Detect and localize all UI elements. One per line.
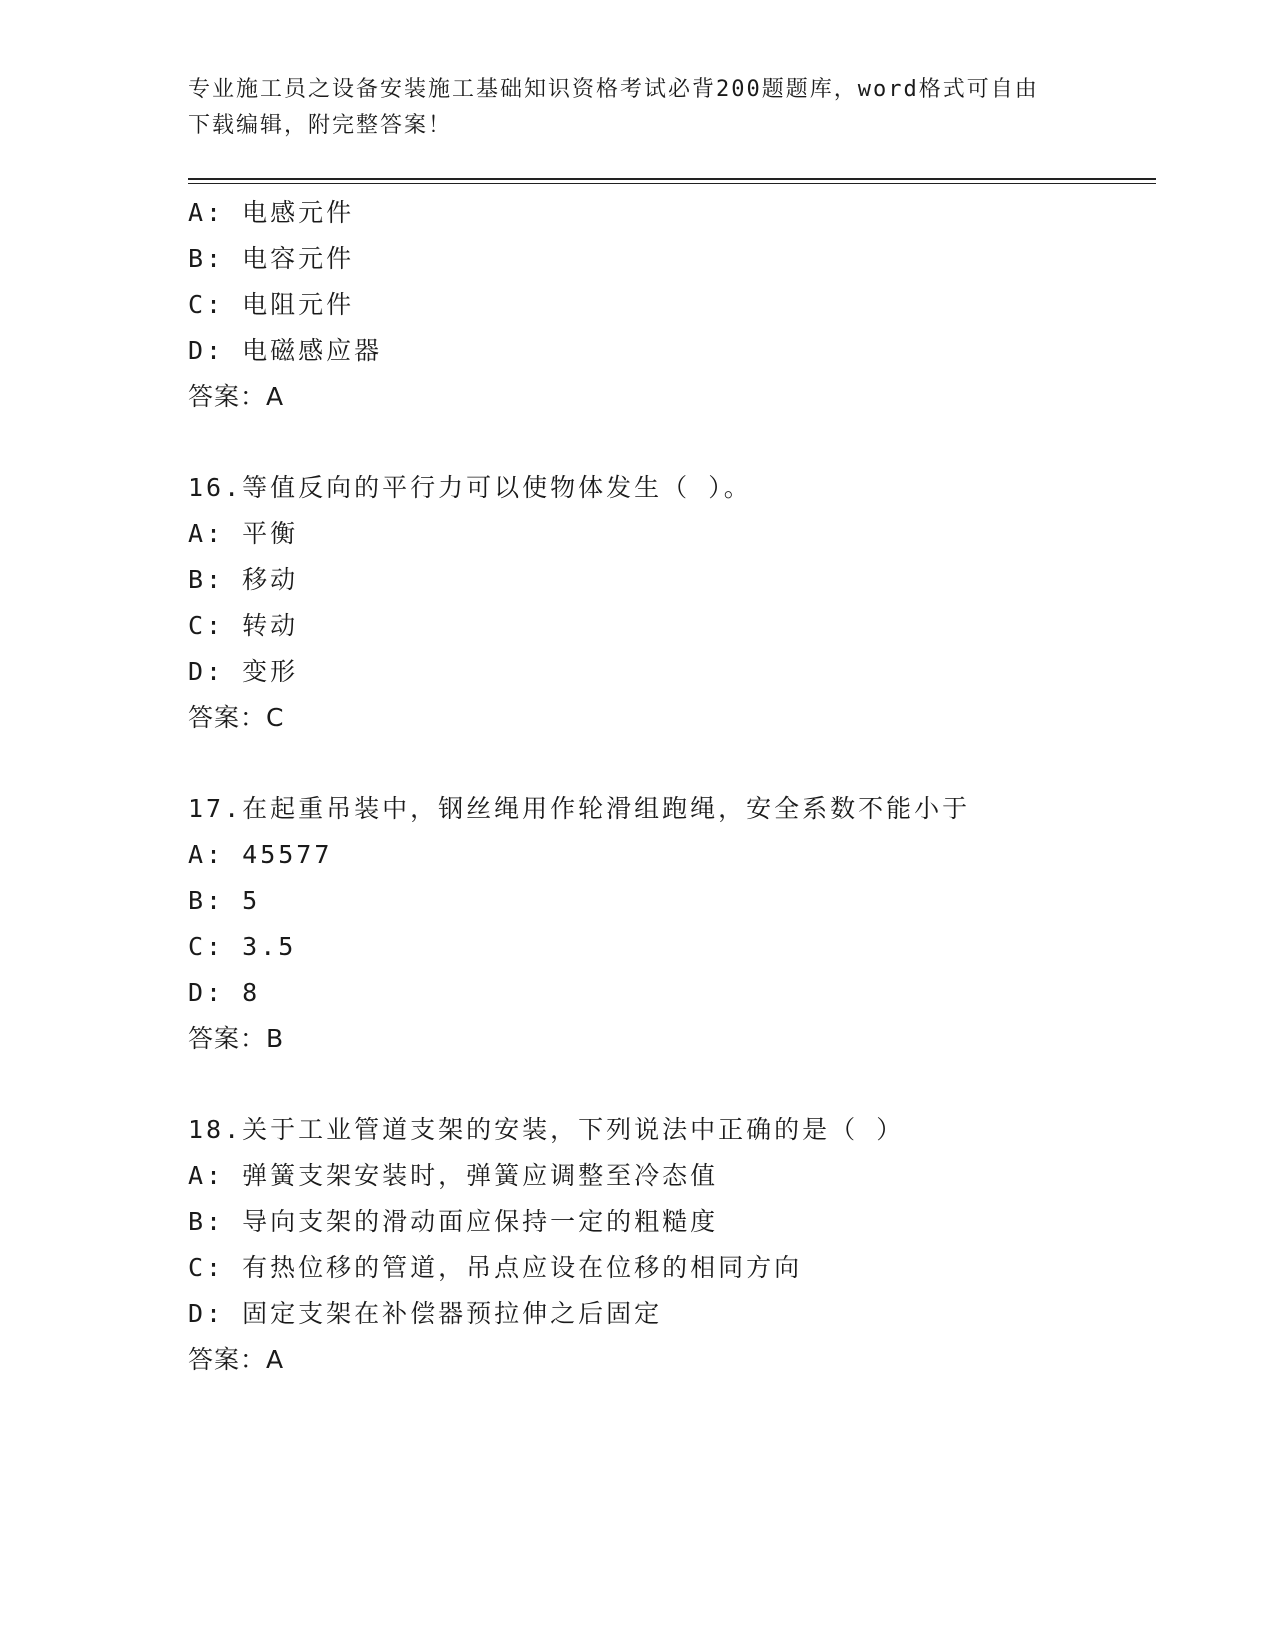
- header-rule-thin: [188, 183, 1156, 184]
- question-block-16: [188, 465, 1156, 741]
- option-c: C: 电阻元件: [188, 290, 355, 319]
- option-d: D: 变形: [188, 657, 299, 686]
- answer-line: 答案：A: [188, 1345, 285, 1374]
- option-b: B: 5: [188, 886, 261, 915]
- spacer: [188, 741, 1156, 786]
- option-c: C: 转动: [188, 611, 299, 640]
- option-b: B: 导向支架的滑动面应保持一定的粗糙度: [188, 1207, 719, 1236]
- answer-line: 答案：A: [188, 382, 285, 411]
- option-a: A: 弹簧支架安装时，弹簧应调整至冷态值: [188, 1161, 719, 1190]
- option-b: B: 移动: [188, 565, 299, 594]
- option-a: A: 电感元件: [188, 198, 355, 227]
- header-line-1: 专业施工员之设备安装施工基础知识资格考试必背200题题库，word格式可自由: [188, 77, 1039, 102]
- question-text: 18.关于工业管道支架的安装，下列说法中正确的是（ ）: [188, 1115, 905, 1144]
- question-block-18: [188, 1107, 1156, 1383]
- option-d: D: 8: [188, 978, 261, 1007]
- option-a: A: 平衡: [188, 519, 299, 548]
- document-header: [188, 72, 1088, 144]
- header-line-2: 下载编辑，附完整答案！: [188, 113, 453, 138]
- question-text: 16.等值反向的平行力可以使物体发生（ ）。: [188, 473, 752, 502]
- answer-line: 答案：B: [188, 1024, 285, 1053]
- option-c: C: 有热位移的管道，吊点应设在位移的相同方向: [188, 1253, 803, 1282]
- question-block-17: [188, 786, 1156, 1062]
- spacer: [188, 1062, 1156, 1107]
- option-d: D: 电磁感应器: [188, 336, 383, 365]
- question-block-15: [188, 190, 1156, 420]
- answer-line: 答案：C: [188, 703, 285, 732]
- question-text: 17.在起重吊装中，钢丝绳用作轮滑组跑绳，安全系数不能小于: [188, 794, 971, 823]
- option-a: A: 45577: [188, 840, 333, 869]
- option-b: B: 电容元件: [188, 244, 355, 273]
- spacer: [188, 420, 1156, 465]
- header-rule-thick: [188, 178, 1156, 180]
- option-d: D: 固定支架在补偿器预拉伸之后固定: [188, 1299, 663, 1328]
- option-c: C: 3.5: [188, 932, 297, 961]
- question-list: [188, 190, 1156, 1383]
